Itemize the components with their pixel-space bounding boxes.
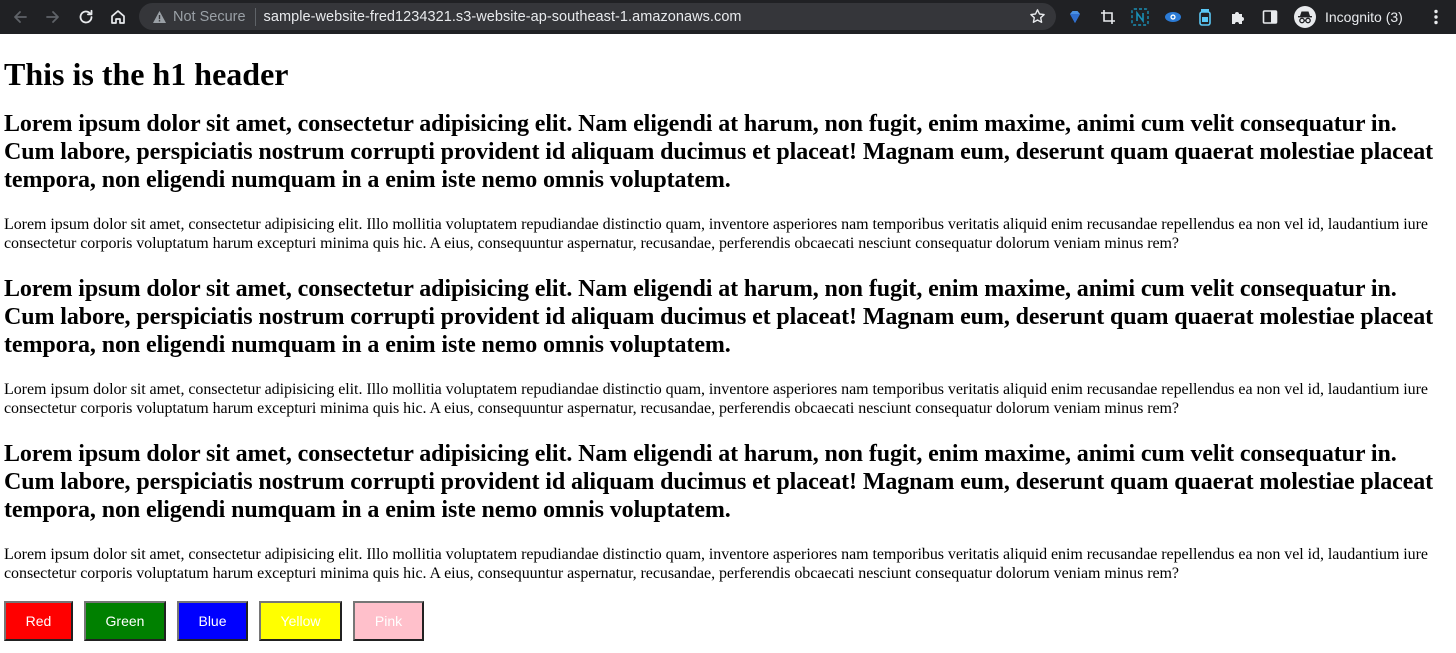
blue-button[interactable]: Blue	[177, 601, 248, 641]
red-button[interactable]: Red	[4, 601, 73, 641]
jar-extension-icon[interactable]	[1196, 8, 1214, 26]
browser-toolbar	[0, 0, 1456, 34]
home-icon	[109, 8, 127, 26]
warning-icon[interactable]	[151, 9, 167, 25]
back-icon	[11, 8, 29, 26]
url-text[interactable]: sample-website-fred1234321.s3-website-ap-southeast-1.amazonaws.com	[263, 8, 742, 25]
forward-icon	[44, 8, 62, 26]
back-button[interactable]	[8, 5, 32, 29]
profile-button[interactable]	[1294, 4, 1403, 30]
n-extension-icon[interactable]	[1131, 8, 1149, 26]
reload-icon	[77, 8, 95, 26]
address-separator	[255, 8, 256, 26]
page-content	[4, 34, 1452, 641]
forward-button[interactable]	[41, 5, 65, 29]
pink-button[interactable]: Pink	[353, 601, 424, 641]
address-bar[interactable]	[139, 3, 1056, 30]
incognito-icon	[1294, 6, 1316, 28]
eye-extension-icon[interactable]	[1164, 8, 1182, 26]
sidepanel-icon[interactable]	[1261, 8, 1279, 26]
security-label[interactable]: Not Secure	[173, 8, 246, 25]
section-paragraph: Lorem ipsum dolor sit amet, consectetur adipisicing elit. Illo mollitia voluptatem repudiandae distinctio quam, inventore asperiores nam temporibus veritatis aliquid enim recusandae repellendus ea non vel id, laudantium iure consectetur corporis voluptatum harum excepturi minima quis hic. A eius, consequuntur aspernatur, recusandae, perferendis obcaecati nesciunt consequatur dolorum veniam minus rem?	[4, 216, 1428, 252]
page-title: This is the h1 header	[4, 56, 289, 92]
section-heading: Lorem ipsum dolor sit amet, consectetur adipisicing elit. Nam eligendi at harum, non fugit, enim maxime, animi cum velit consequatur in. Cum labore, perspiciatis nostrum corrupti provident id aliquam ducimus et placeat! Magnam eum, deserunt quam quaerat molestiae placeat tempora, non eligendi numquam in a enim iste nemo omnis voluptatem.	[4, 111, 1434, 193]
section-paragraph: Lorem ipsum dolor sit amet, consectetur adipisicing elit. Illo mollitia voluptatem repudiandae distinctio quam, inventore asperiores nam temporibus veritatis aliquid enim recusandae repellendus ea non vel id, laudantium iure consectetur corporis voluptatum harum excepturi minima quis hic. A eius, consequuntur aspernatur, recusandae, perferendis obcaecati nesciunt consequatur dolorum veniam minus rem?	[4, 381, 1428, 417]
reload-button[interactable]	[74, 5, 98, 29]
color-buttons	[4, 601, 1452, 641]
star-icon[interactable]	[1029, 8, 1046, 30]
section-heading: Lorem ipsum dolor sit amet, consectetur adipisicing elit. Nam eligendi at harum, non fugit, enim maxime, animi cum velit consequatur in. Cum labore, perspiciatis nostrum corrupti provident id aliquam ducimus et placeat! Magnam eum, deserunt quam quaerat molestiae placeat tempora, non eligendi numquam in a enim iste nemo omnis voluptatem.	[4, 276, 1434, 358]
section-heading: Lorem ipsum dolor sit amet, consectetur adipisicing elit. Nam eligendi at harum, non fugit, enim maxime, animi cum velit consequatur in. Cum labore, perspiciatis nostrum corrupti provident id aliquam ducimus et placeat! Magnam eum, deserunt quam quaerat molestiae placeat tempora, non eligendi numquam in a enim iste nemo omnis voluptatem.	[4, 441, 1434, 523]
home-button[interactable]	[106, 5, 130, 29]
green-button[interactable]: Green	[84, 601, 166, 641]
gem-extension-icon[interactable]	[1066, 8, 1084, 26]
menu-icon	[1434, 9, 1438, 25]
yellow-button[interactable]: Yellow	[259, 601, 342, 641]
crop-extension-icon[interactable]	[1099, 8, 1117, 26]
extensions-area	[1066, 0, 1294, 34]
menu-button[interactable]	[1426, 7, 1446, 27]
section-paragraph: Lorem ipsum dolor sit amet, consectetur adipisicing elit. Illo mollitia voluptatem repudiandae distinctio quam, inventore asperiores nam temporibus veritatis aliquid enim recusandae repellendus ea non vel id, laudantium iure consectetur corporis voluptatum harum excepturi minima quis hic. A eius, consequuntur aspernatur, recusandae, perferendis obcaecati nesciunt consequatur dolorum veniam minus rem?	[4, 546, 1428, 582]
profile-label: Incognito (3)	[1325, 9, 1403, 25]
puzzle-icon[interactable]	[1229, 8, 1247, 26]
